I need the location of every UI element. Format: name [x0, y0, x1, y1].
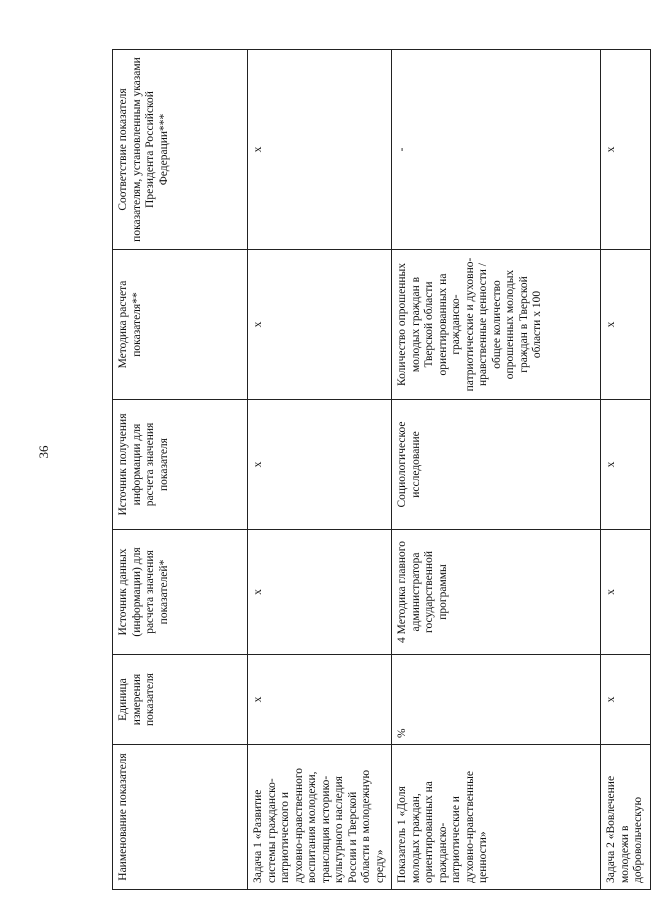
- table-header-row: [113, 50, 248, 890]
- table-row: [601, 50, 651, 890]
- cell-compliance: -: [392, 50, 601, 250]
- table-row: [392, 50, 601, 890]
- cell-method: Количество опрошенных молодых граждан в Тверской области ориентированных на гражданско-патриотические и духовно-нравственные ценности / общее количество опрошенных молодых граждан в Тверской области х 100: [392, 250, 601, 400]
- cell-name: Показатель 1 «Доля молодых граждан, ориентированных на гражданско-патриотические и духовно-нравственные ценности»: [392, 745, 601, 890]
- cell-name: Задача 2 «Вовлечение молодежи в добровольческую: [601, 745, 651, 890]
- header-indicator-name: Наименование показателя: [113, 745, 248, 890]
- indicators-table: [112, 49, 651, 890]
- cell-unit: х: [248, 655, 392, 745]
- cell-method: х: [601, 250, 651, 400]
- header-method: Методика расчета показателя**: [113, 250, 248, 400]
- cell-data-source: х: [248, 530, 392, 655]
- cell-unit: х: [601, 655, 651, 745]
- cell-info-source: х: [601, 400, 651, 530]
- header-info-source: Источник получения информации для расчета значения показателя: [113, 400, 248, 530]
- cell-unit: %: [392, 655, 601, 745]
- cell-compliance: х: [601, 50, 651, 250]
- rotated-table-container: [112, 50, 644, 890]
- table-row: [248, 50, 392, 890]
- cell-compliance: х: [248, 50, 392, 250]
- cell-method: х: [248, 250, 392, 400]
- cell-info-source: х: [248, 400, 392, 530]
- page-number: 36: [36, 445, 51, 459]
- cell-data-source: 4 Методика главного администратора государственной программы: [392, 530, 601, 655]
- header-data-source: Источник данных (информации) для расчета значения показателей*: [113, 530, 248, 655]
- cell-name: Задача 1 «Развитие системы гражданско-патриотического и духовно-нравственного воспитания молодежи, трансляция историко-культурного наследия России и Тверской области в молодежную среду»: [248, 745, 392, 890]
- cell-data-source: х: [601, 530, 651, 655]
- cell-info-source: Социологическое исследование: [392, 400, 601, 530]
- header-unit: Единица измерения показателя: [113, 655, 248, 745]
- header-compliance: Соответствие показателя показателям, установленным указами Президента Российской Федерации***: [113, 50, 248, 250]
